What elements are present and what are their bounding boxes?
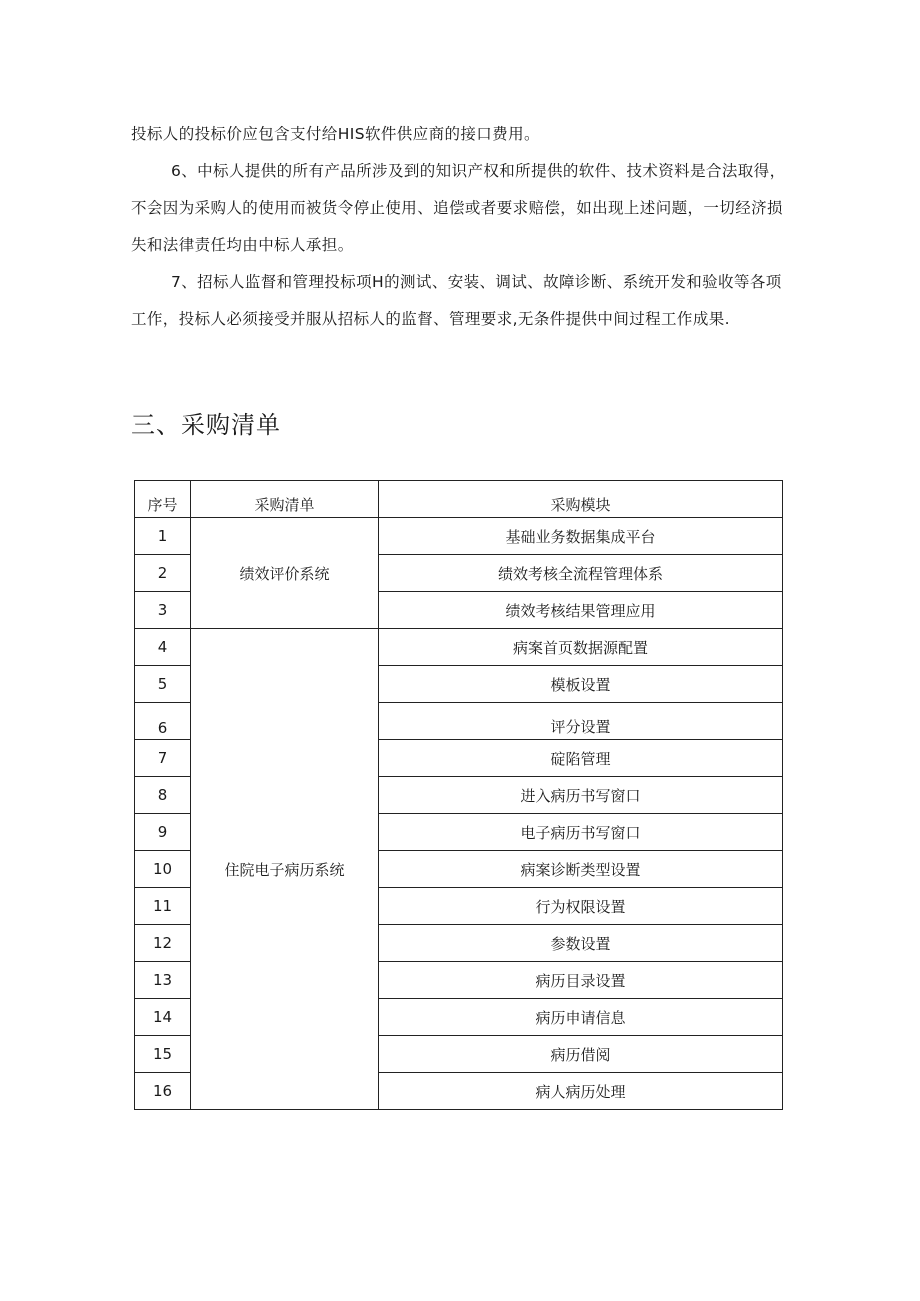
- row-number: 12: [135, 925, 191, 962]
- procurement-table: [134, 480, 783, 1110]
- row-number: 6: [135, 703, 191, 740]
- row-number: 3: [135, 592, 191, 629]
- row-module: 基础业务数据集成平台: [379, 518, 783, 555]
- row-number: 2: [135, 555, 191, 592]
- row-number: 1: [135, 518, 191, 555]
- row-module: 电子病历书写窗口: [379, 814, 783, 851]
- row-number: 16: [135, 1073, 191, 1110]
- row-module: 绩效考核全流程管理体系: [379, 555, 783, 592]
- row-number: 11: [135, 888, 191, 925]
- row-module: 病案诊断类型设置: [379, 851, 783, 888]
- paragraph-interface-fee: 投标人的投标价应包含支付给HIS软件供应商的接口费用。: [131, 125, 540, 143]
- row-module: 参数设置: [379, 925, 783, 962]
- paragraph-item-6: 6、中标人提供的所有产品所涉及到的知识产权和所提供的软件、技术资料是合法取得，不会因为采购人的使用而被货令停止使用、追偿或者要求赔偿，如出现上述问题，一切经济损失和法律责任均由中标人承担。: [131, 162, 786, 254]
- row-number: 8: [135, 777, 191, 814]
- row-module: 病历目录设置: [379, 962, 783, 999]
- row-number: 9: [135, 814, 191, 851]
- row-module: 病案首页数据源配置: [379, 629, 783, 666]
- row-number: 13: [135, 962, 191, 999]
- header-list: 采购清单: [191, 481, 379, 518]
- row-number: 10: [135, 851, 191, 888]
- header-index: 序号: [135, 481, 191, 518]
- group-performance-system: 绩效评价系统: [191, 518, 379, 629]
- row-number: 4: [135, 629, 191, 666]
- row-module: 碇陷管理: [379, 740, 783, 777]
- row-module: 绩效考核结果管理应用: [379, 592, 783, 629]
- table-row: [135, 629, 783, 666]
- row-module: 进入病历书写窗口: [379, 777, 783, 814]
- header-module: 采购模块: [379, 481, 783, 518]
- paragraph-item-7: 7、招标人监督和管理投标项H的测试、安装、调试、故障诊断、系统开发和验收等各项工作，投标人必须接受并服从招标人的监督、管理要求,无条件提供中间过程工作成果.: [131, 273, 782, 328]
- row-module: 模板设置: [379, 666, 783, 703]
- table-header-row: [135, 481, 783, 518]
- row-module: 评分设置: [379, 703, 783, 740]
- group-emr-system: 住院电子病历系统: [191, 629, 379, 1110]
- row-module: 病人病历处理: [379, 1073, 783, 1110]
- table-row: [135, 518, 783, 555]
- row-module: 行为权限设置: [379, 888, 783, 925]
- row-number: 14: [135, 999, 191, 1036]
- row-module: 病历申请信息: [379, 999, 783, 1036]
- row-number: 5: [135, 666, 191, 703]
- section-heading: 三、采购清单: [131, 411, 281, 439]
- row-number: 15: [135, 1036, 191, 1073]
- row-number: 7: [135, 740, 191, 777]
- row-module: 病历借阅: [379, 1036, 783, 1073]
